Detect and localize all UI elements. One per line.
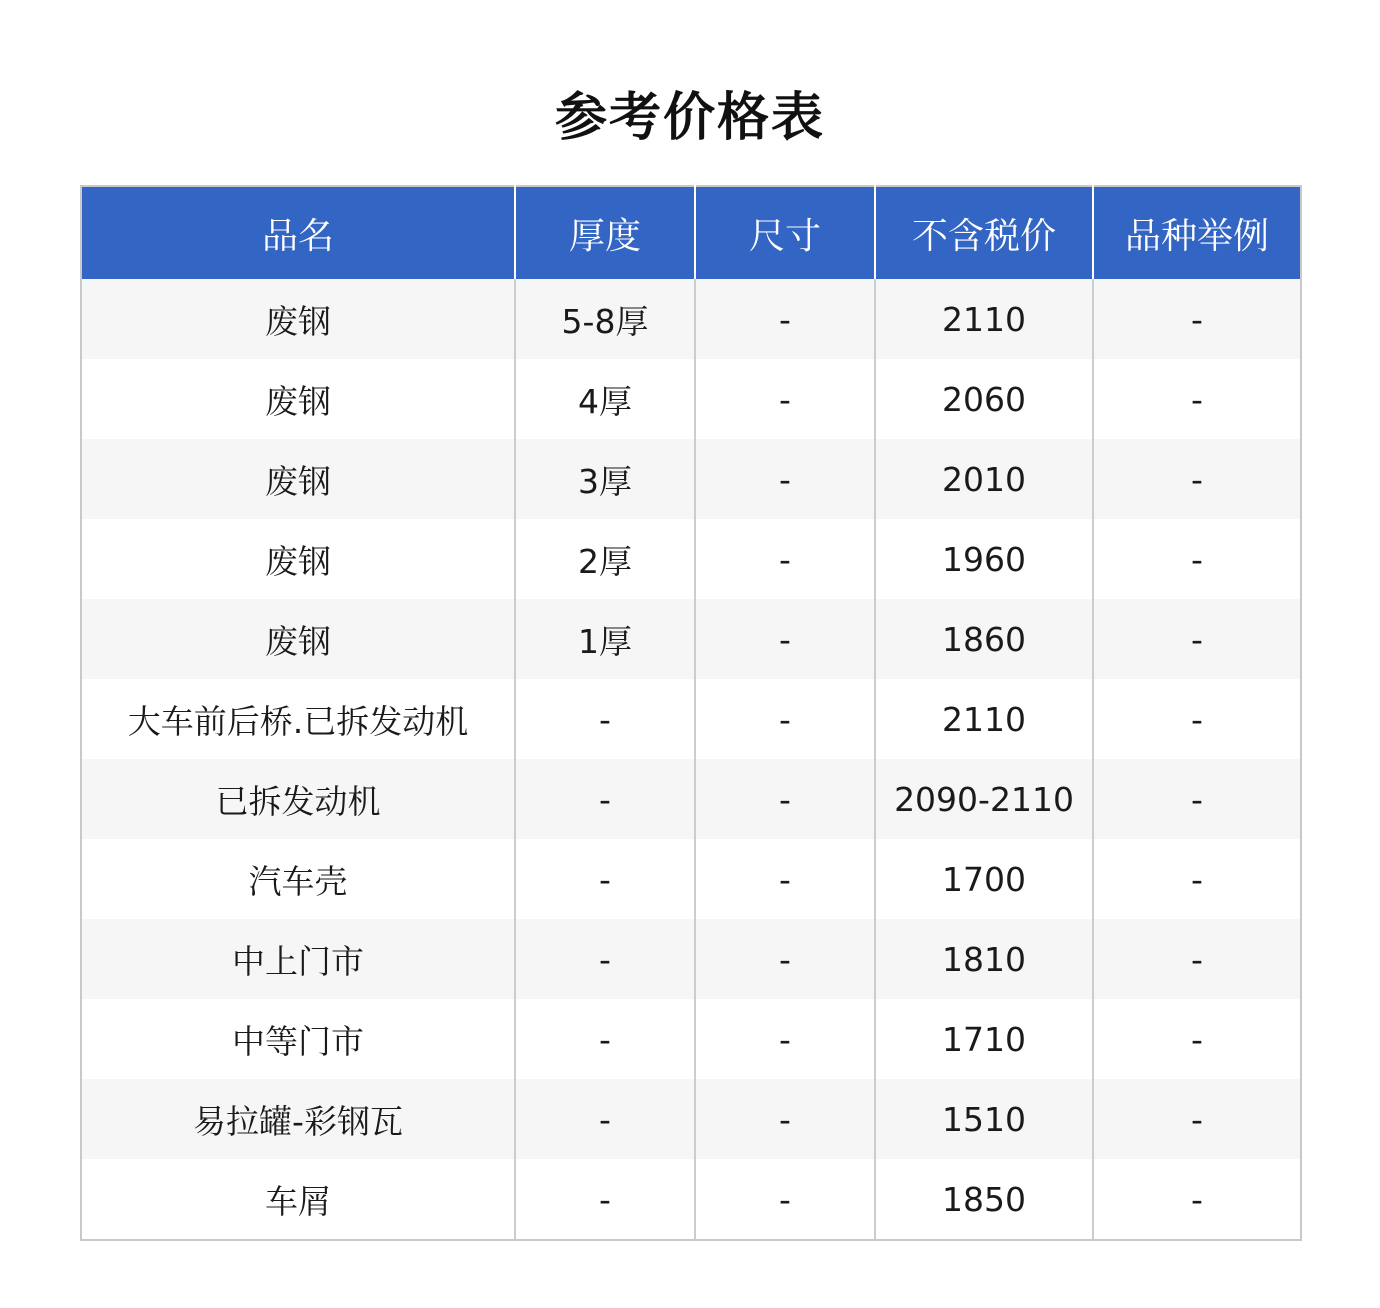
cell-price: 2010 xyxy=(875,439,1093,519)
cell-size: - xyxy=(695,679,875,759)
table-row xyxy=(81,519,1301,599)
cell-price: 2110 xyxy=(875,279,1093,359)
cell-product-name: 废钢 xyxy=(81,519,515,599)
cell-product-name: 车屑 xyxy=(81,1159,515,1240)
table-row xyxy=(81,1159,1301,1240)
table-row xyxy=(81,679,1301,759)
table-row xyxy=(81,1079,1301,1159)
cell-size: - xyxy=(695,359,875,439)
cell-thickness: 3厚 xyxy=(515,439,695,519)
cell-product-name: 废钢 xyxy=(81,359,515,439)
header-thickness: 厚度 xyxy=(515,186,695,279)
cell-variety: - xyxy=(1093,759,1301,839)
cell-price: 2110 xyxy=(875,679,1093,759)
page-title: 参考价格表 xyxy=(554,88,825,148)
cell-variety: - xyxy=(1093,599,1301,679)
table-row xyxy=(81,759,1301,839)
cell-size: - xyxy=(695,919,875,999)
table-row xyxy=(81,919,1301,999)
table-header xyxy=(81,186,1301,279)
cell-variety: - xyxy=(1093,439,1301,519)
cell-thickness: 5-8厚 xyxy=(515,279,695,359)
cell-price: 1710 xyxy=(875,999,1093,1079)
table-body xyxy=(81,279,1301,1240)
cell-size: - xyxy=(695,1079,875,1159)
cell-price: 2090-2110 xyxy=(875,759,1093,839)
cell-product-name: 大车前后桥.已拆发动机 xyxy=(81,679,515,759)
table-row xyxy=(81,439,1301,519)
cell-price: 1700 xyxy=(875,839,1093,919)
cell-thickness: - xyxy=(515,1159,695,1240)
table-row xyxy=(81,599,1301,679)
table-row xyxy=(81,279,1301,359)
cell-thickness: - xyxy=(515,679,695,759)
header-product-name: 品名 xyxy=(81,186,515,279)
cell-variety: - xyxy=(1093,679,1301,759)
cell-price: 1960 xyxy=(875,519,1093,599)
price-table xyxy=(80,185,1302,1241)
cell-price: 1810 xyxy=(875,919,1093,999)
table-row xyxy=(81,999,1301,1079)
cell-variety: - xyxy=(1093,1079,1301,1159)
cell-variety: - xyxy=(1093,359,1301,439)
cell-product-name: 已拆发动机 xyxy=(81,759,515,839)
cell-size: - xyxy=(695,839,875,919)
cell-size: - xyxy=(695,759,875,839)
cell-product-name: 废钢 xyxy=(81,279,515,359)
header-variety-example: 品种举例 xyxy=(1093,186,1301,279)
header-price-excl-tax: 不含税价 xyxy=(875,186,1093,279)
cell-price: 2060 xyxy=(875,359,1093,439)
cell-thickness: 4厚 xyxy=(515,359,695,439)
cell-price: 1860 xyxy=(875,599,1093,679)
cell-thickness: 2厚 xyxy=(515,519,695,599)
cell-variety: - xyxy=(1093,999,1301,1079)
table-row xyxy=(81,359,1301,439)
cell-price: 1850 xyxy=(875,1159,1093,1240)
cell-product-name: 废钢 xyxy=(81,439,515,519)
cell-variety: - xyxy=(1093,1159,1301,1240)
cell-thickness: - xyxy=(515,1079,695,1159)
price-table-container xyxy=(80,185,1300,1241)
cell-variety: - xyxy=(1093,839,1301,919)
cell-variety: - xyxy=(1093,279,1301,359)
table-row xyxy=(81,839,1301,919)
cell-size: - xyxy=(695,1159,875,1240)
cell-thickness: - xyxy=(515,839,695,919)
cell-product-name: 中上门市 xyxy=(81,919,515,999)
cell-thickness: - xyxy=(515,759,695,839)
header-size: 尺寸 xyxy=(695,186,875,279)
cell-variety: - xyxy=(1093,519,1301,599)
cell-size: - xyxy=(695,999,875,1079)
cell-size: - xyxy=(695,599,875,679)
header-row xyxy=(81,186,1301,279)
cell-thickness: 1厚 xyxy=(515,599,695,679)
cell-size: - xyxy=(695,439,875,519)
cell-product-name: 易拉罐-彩钢瓦 xyxy=(81,1079,515,1159)
cell-size: - xyxy=(695,279,875,359)
cell-size: - xyxy=(695,519,875,599)
cell-variety: - xyxy=(1093,919,1301,999)
cell-product-name: 废钢 xyxy=(81,599,515,679)
cell-thickness: - xyxy=(515,999,695,1079)
cell-product-name: 汽车壳 xyxy=(81,839,515,919)
cell-price: 1510 xyxy=(875,1079,1093,1159)
cell-product-name: 中等门市 xyxy=(81,999,515,1079)
cell-thickness: - xyxy=(515,919,695,999)
